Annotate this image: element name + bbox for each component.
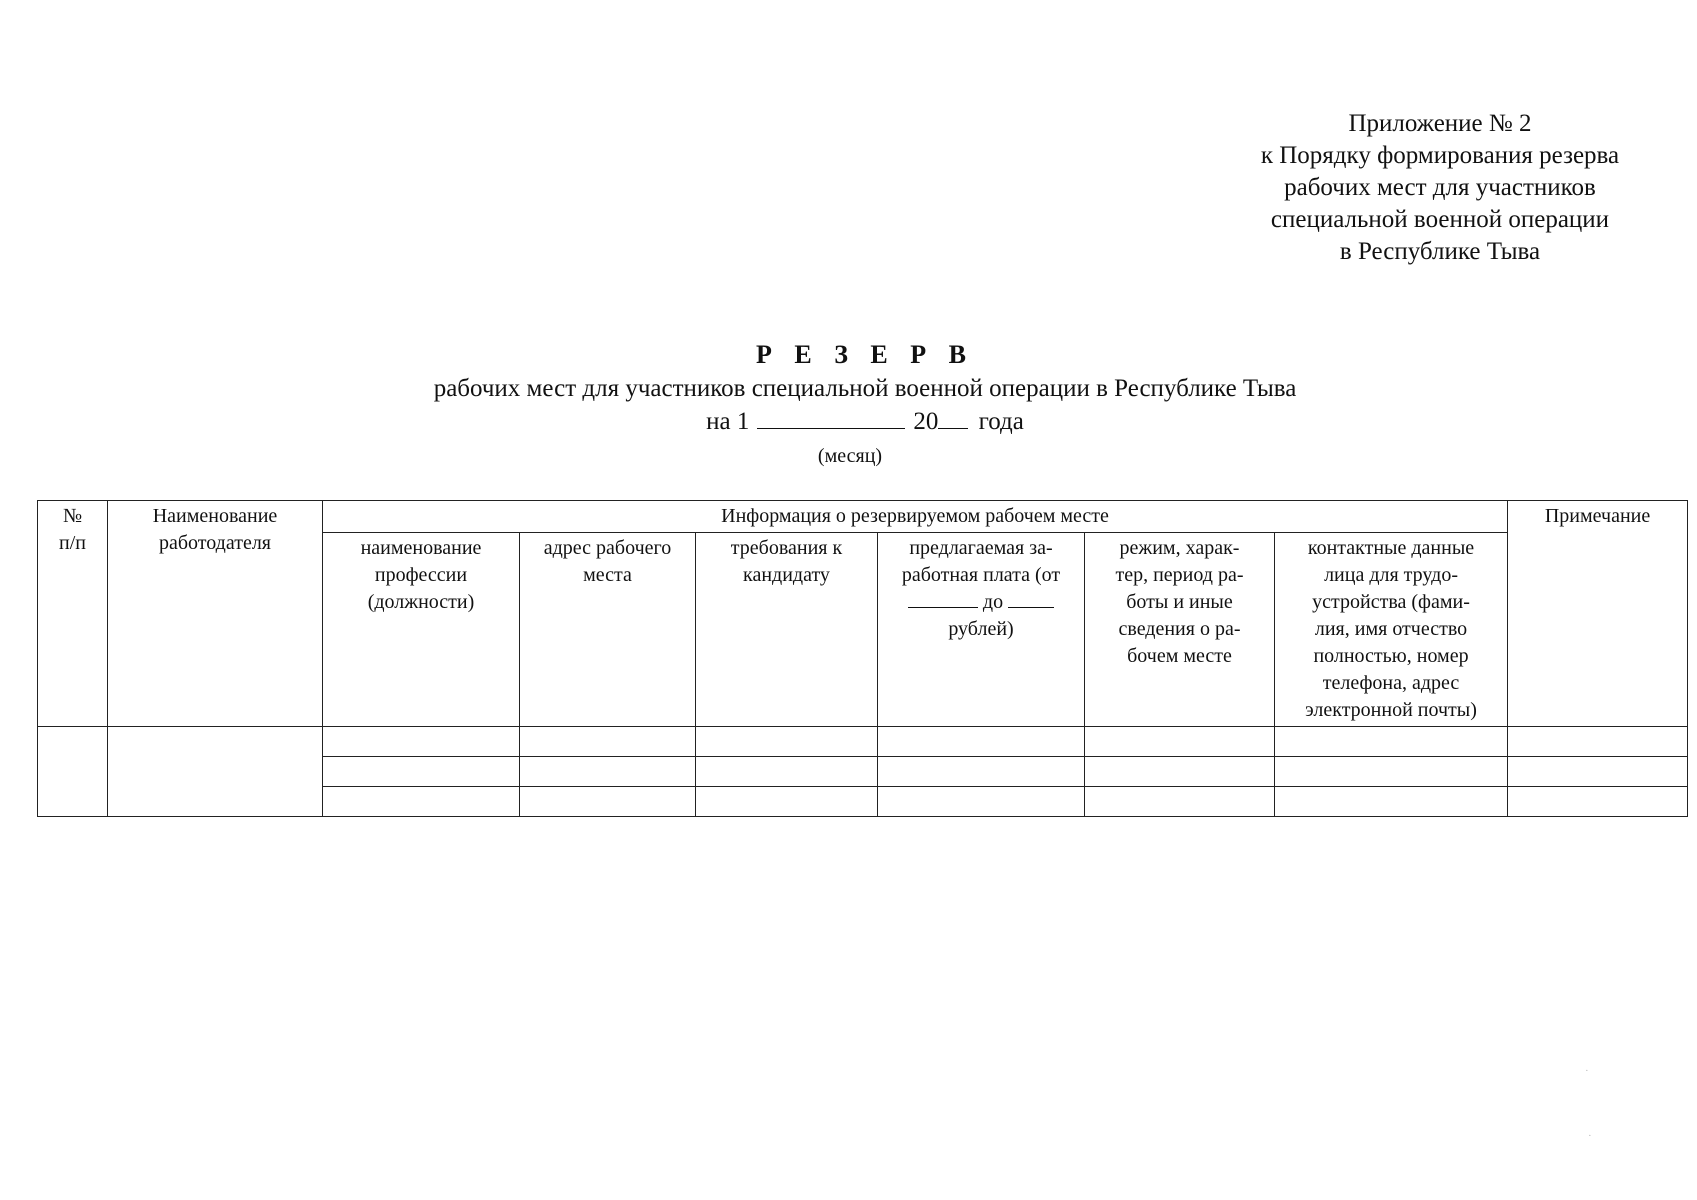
document-subtitle: рабочих мест для участников специальной военной операции в Республике Тыва xyxy=(433,375,1297,402)
cell-mode xyxy=(1085,787,1275,817)
document-title: Р Е З Е Р В xyxy=(755,340,974,369)
cell-profession xyxy=(323,787,520,817)
cell-requirements xyxy=(696,727,878,757)
date-line xyxy=(0,406,1697,438)
header-address-line: места xyxy=(583,564,632,586)
header-profession-line: (должности) xyxy=(367,591,475,613)
cell-contacts xyxy=(1275,757,1508,787)
cell-profession xyxy=(323,757,520,787)
header-mode xyxy=(1085,533,1275,727)
header-employer-line: Наименование xyxy=(152,505,278,527)
cell-address xyxy=(520,787,696,817)
header-salary-do: до xyxy=(982,591,1004,613)
header-requirements-line: требования к xyxy=(730,537,843,559)
header-address xyxy=(520,533,696,727)
header-requirements xyxy=(696,533,878,727)
reserve-table xyxy=(37,500,1688,817)
header-mode-line: бочем месте xyxy=(1127,645,1232,667)
header-contacts-line: устройства (фами- xyxy=(1312,591,1470,613)
cell-employer xyxy=(108,727,323,817)
header-contacts-line: полностью, номер xyxy=(1313,645,1469,667)
cell-note xyxy=(1508,787,1688,817)
cell-requirements xyxy=(696,757,878,787)
header-contacts-line: электронной почты) xyxy=(1305,699,1477,721)
header-address-line: адрес рабочего xyxy=(543,537,672,559)
cell-mode xyxy=(1085,757,1275,787)
appendix-line: рабочих мест для участников xyxy=(1284,174,1596,201)
cell-salary xyxy=(878,727,1085,757)
header-employer xyxy=(108,501,323,727)
date-suffix: года xyxy=(978,408,1024,435)
scan-artifact: · xyxy=(1585,1065,1589,1077)
header-mode-line: режим, харак- xyxy=(1119,537,1240,559)
appendix-reference xyxy=(1210,108,1670,268)
month-hint: (месяц) xyxy=(817,445,883,467)
header-employer-line: работодателя xyxy=(158,532,272,554)
salary-from-blank xyxy=(908,589,978,608)
cell-note xyxy=(1508,727,1688,757)
header-mode-line: боты и иные xyxy=(1126,591,1233,613)
header-profession-line: наименование xyxy=(360,537,482,559)
appendix-line: в Республике Тыва xyxy=(1339,238,1541,265)
header-contacts-line: лица для трудо- xyxy=(1324,564,1458,586)
header-number-line: п/п xyxy=(59,532,86,554)
appendix-line: специальной военной операции xyxy=(1270,206,1610,233)
date-prefix: на 1 xyxy=(706,408,750,435)
header-number xyxy=(38,501,108,727)
table-row xyxy=(38,727,1688,757)
header-salary-line: рублей) xyxy=(948,618,1014,640)
cell-contacts xyxy=(1275,787,1508,817)
header-mode-line: сведения о ра- xyxy=(1118,618,1241,640)
header-mode-line: тер, период ра- xyxy=(1115,564,1244,586)
scan-artifact: · xyxy=(1588,1130,1592,1142)
cell-number xyxy=(38,727,108,817)
title-block xyxy=(0,338,1697,438)
cell-requirements xyxy=(696,787,878,817)
year-blank xyxy=(938,406,968,429)
month-blank xyxy=(757,406,905,429)
cell-salary xyxy=(878,787,1085,817)
header-contacts xyxy=(1275,533,1508,727)
cell-contacts xyxy=(1275,727,1508,757)
header-contacts-line: лия, имя отчество xyxy=(1314,618,1468,640)
salary-to-blank xyxy=(1008,589,1054,608)
header-number-line: № xyxy=(62,505,83,527)
cell-profession xyxy=(323,727,520,757)
cell-mode xyxy=(1085,727,1275,757)
cell-address xyxy=(520,757,696,787)
appendix-line: к Порядку формирования резерва xyxy=(1260,142,1620,169)
header-profession xyxy=(323,533,520,727)
appendix-line: Приложение № 2 xyxy=(1348,110,1532,137)
header-salary-line: работная плата (от xyxy=(901,564,1061,586)
cell-note xyxy=(1508,757,1688,787)
header-contacts-line: телефона, адрес xyxy=(1322,672,1460,694)
header-info-group: Информация о резервируемом рабочем месте xyxy=(323,501,1508,533)
header-note: Примечание xyxy=(1508,501,1688,727)
header-contacts-line: контактные данные xyxy=(1307,537,1475,559)
header-profession-line: профессии xyxy=(374,564,468,586)
cell-salary xyxy=(878,757,1085,787)
header-requirements-line: кандидату xyxy=(743,564,830,586)
year-prefix: 20 xyxy=(913,408,939,435)
cell-address xyxy=(520,727,696,757)
header-salary xyxy=(878,533,1085,727)
header-salary-line: предлагаемая за- xyxy=(909,537,1053,559)
